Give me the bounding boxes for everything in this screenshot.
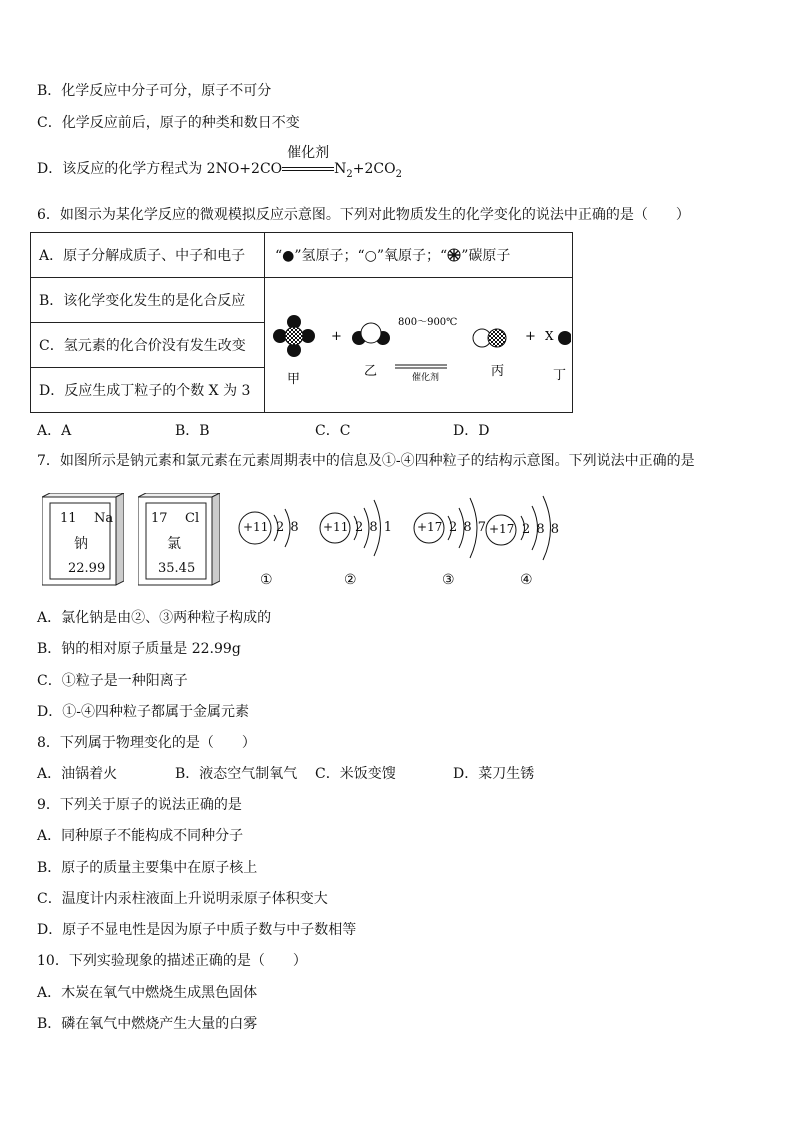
q9-option-b: B．原子的质量主要集中在原子核上 xyxy=(37,860,258,876)
q5-option-d-prefix: D．该反应的化学方程式为 2NO+2CO xyxy=(37,161,283,177)
particle-3-nucleus: +17 xyxy=(417,520,443,534)
q7-stem: 7．如图所示是钠元素和氯元素在元素周期表中的信息及①-④四种粒子的结构示意图。下列说法中正确的是 xyxy=(37,453,695,469)
na-mass: 22.99 xyxy=(68,561,106,576)
q8-stem: 8．下列属于物理变化的是（ ） xyxy=(37,735,256,751)
particle-1-nucleus: +11 xyxy=(243,520,269,534)
molecule-bing xyxy=(473,329,506,347)
cl-name: 氯 xyxy=(167,536,181,552)
q8-option-a: A．油锅着火 xyxy=(37,766,118,782)
q7-option-c: C．①粒子是一种阳离子 xyxy=(37,673,188,689)
q5-option-b: B．化学反应中分子可分，原子不可分 xyxy=(37,83,272,99)
molecule-yi xyxy=(352,323,390,345)
x-label: X xyxy=(545,329,554,343)
particle-2-electrons: 2 8 1 xyxy=(355,520,393,535)
molecule-ding xyxy=(558,331,571,345)
q6-row-c: C．氢元素的化合价没有发生改变 xyxy=(31,323,265,368)
q6-reaction-diagram xyxy=(265,278,573,413)
catalyst-label: 催化剂 xyxy=(287,145,330,161)
na-number: 11 xyxy=(60,511,77,526)
q5-option-d xyxy=(37,145,402,184)
plus-sign-2: + xyxy=(525,329,536,344)
plus-sign-1: + xyxy=(331,329,342,344)
q9-option-a: A．同种原子不能构成不同种分子 xyxy=(37,828,244,844)
particle-1-electrons: 2 8 xyxy=(276,520,299,535)
label-yi: 乙 xyxy=(364,364,378,379)
cl-mass: 35.45 xyxy=(158,561,196,576)
label-jia: 甲 xyxy=(287,372,301,387)
q6-answer-d: D．D xyxy=(453,423,490,439)
particle-3 xyxy=(412,480,492,588)
q6-answer-c: C．C xyxy=(315,423,351,439)
q6-row-d: D．反应生成丁粒子的个数 X 为 3 xyxy=(31,368,265,413)
particle-2-label: ② xyxy=(344,572,357,588)
carbon-atom-icon xyxy=(447,248,461,262)
molecule-jia xyxy=(273,315,315,357)
co2-formula: +2CO xyxy=(352,161,396,177)
n2-formula: $N_2$ xyxy=(334,161,353,180)
cl-symbol: Cl xyxy=(185,511,200,526)
q6-table xyxy=(30,232,573,413)
q6-row-b: B．该化学变化发生的是化合反应 xyxy=(31,278,265,323)
particle-1 xyxy=(238,488,308,588)
cl-number: 17 xyxy=(151,511,168,526)
reaction-svg xyxy=(265,283,571,407)
q8-option-d: D．菜刀生锈 xyxy=(453,766,535,782)
q6-row-a: A．原子分解成质子、中子和电子 xyxy=(31,233,265,278)
q6-answers xyxy=(37,422,489,440)
q7-option-b: B．钠的相对原子质量是 22.99g xyxy=(37,641,241,657)
particle-3-electrons: 2 8 7 xyxy=(449,520,487,535)
q6-answer-a: A．A xyxy=(37,423,72,439)
q7-option-d: D．①-④四种粒子都属于金属元素 xyxy=(37,704,249,720)
particle-3-label: ③ xyxy=(442,572,455,588)
na-name: 钠 xyxy=(74,536,88,552)
particle-4 xyxy=(484,480,568,588)
q10-option-b: B．磷在氧气中燃烧产生大量的白雾 xyxy=(37,1016,258,1032)
catalyst-label-q6: 催化剂 xyxy=(412,373,440,383)
particle-1-label: ① xyxy=(260,572,273,588)
q9-option-c: C．温度计内汞柱液面上升说明汞原子体积变大 xyxy=(37,891,328,907)
particle-2-nucleus: +11 xyxy=(323,520,349,534)
q8-option-b: B．液态空气制氧气 xyxy=(175,766,298,782)
q10-stem: 10．下列实验现象的描述正确的是（ ） xyxy=(37,953,307,969)
q6-legend: “●”氢原子；“○”氧原子；“ ”碳原子 xyxy=(265,233,573,278)
q5-option-c: C．化学反应前后，原子的种类和数日不变 xyxy=(37,115,300,131)
particle-4-electrons: 2 8 8 xyxy=(522,522,560,537)
particle-4-nucleus: +17 xyxy=(489,522,515,536)
q8-options xyxy=(37,765,534,783)
q8-option-c: C．米饭变馊 xyxy=(315,766,396,782)
label-ding: 丁 xyxy=(553,368,567,383)
co2-subscript: 2 xyxy=(395,168,402,180)
q10-option-a: A．木炭在氧气中燃烧生成黑色固体 xyxy=(37,985,258,1001)
condition-label: 800～900℃ xyxy=(398,317,458,328)
label-bing: 丙 xyxy=(491,364,505,379)
reaction-arrow xyxy=(282,145,334,178)
q9-stem: 9．下列关于原子的说法正确的是 xyxy=(37,797,242,813)
particle-2 xyxy=(318,480,398,588)
particle-4-label: ④ xyxy=(520,572,533,588)
q7-option-a: A．氯化钠是由②、③两种粒子构成的 xyxy=(37,610,272,626)
q6-answer-b: B．B xyxy=(175,423,210,439)
na-symbol: Na xyxy=(94,511,114,526)
q6-stem: 6．如图示为某化学反应的微观模拟反应示意图。下列对此物质发生的化学变化的说法中正确的是（ ） xyxy=(37,207,690,223)
q9-option-d: D．原子不显电性是因为原子中质子数与中子数相等 xyxy=(37,922,357,938)
